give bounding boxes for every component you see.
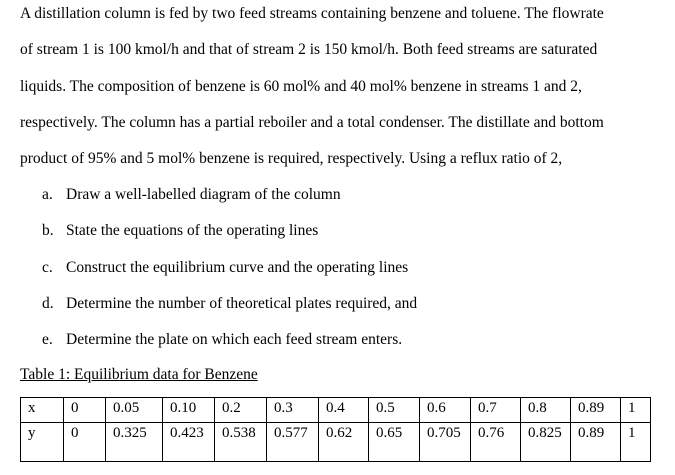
table-cell-y: 0.76 bbox=[471, 423, 521, 462]
table-cell-y: 0.62 bbox=[319, 423, 369, 462]
question-marker-b: b. bbox=[42, 222, 54, 239]
question-text-d: Determine the number of theoretical plates required, and bbox=[66, 295, 418, 312]
question-marker-e: e. bbox=[42, 331, 53, 348]
table-cell-x: 0.89 bbox=[571, 398, 621, 423]
table-cell-x: 0.10 bbox=[163, 398, 215, 423]
question-text-e: Determine the plate on which each feed stream enters. bbox=[66, 331, 403, 348]
table-cell-y: 0 bbox=[64, 423, 106, 462]
table-cell-y: 0.577 bbox=[267, 423, 319, 462]
problem-line-1: A distillation column is fed by two feed streams containing benzene and toluene. The flowrate bbox=[20, 5, 604, 22]
table-cell-y: 0.538 bbox=[215, 423, 267, 462]
table-cell-x: 0.05 bbox=[106, 398, 163, 423]
question-item-d bbox=[42, 295, 417, 313]
question-text-b: State the equations of the operating lines bbox=[66, 222, 319, 239]
question-text-a: Draw a well-labelled diagram of the column bbox=[66, 186, 341, 203]
table-cell-x: 0.8 bbox=[521, 398, 571, 423]
row-label-y: y bbox=[21, 423, 64, 462]
problem-line-5: product of 95% and 5 mol% benzene is required, respectively. Using a reflux ratio of 2, bbox=[20, 150, 563, 167]
table-cell-x: 0 bbox=[64, 398, 106, 423]
question-marker-c: c. bbox=[42, 259, 53, 276]
table-cell-y: 0.423 bbox=[163, 423, 215, 462]
equilibrium-table bbox=[20, 397, 651, 462]
problem-line-2: of stream 1 is 100 kmol/h and that of stream 2 is 150 kmol/h. Both feed streams are saturated bbox=[20, 41, 598, 58]
question-item-b bbox=[42, 222, 318, 240]
question-marker-d: d. bbox=[42, 295, 54, 312]
table-row-y bbox=[21, 423, 651, 462]
table-cell-y: 0.65 bbox=[369, 423, 420, 462]
row-label-x: x bbox=[21, 398, 64, 423]
question-marker-a: a. bbox=[42, 186, 53, 203]
table-cell-y: 0.705 bbox=[420, 423, 471, 462]
question-text-c: Construct the equilibrium curve and the operating lines bbox=[66, 259, 409, 276]
table-cell-y: 0.825 bbox=[521, 423, 571, 462]
table-cell-x: 0.5 bbox=[369, 398, 420, 423]
table-cell-y: 0.325 bbox=[106, 423, 163, 462]
problem-line-4: respectively. The column has a partial reboiler and a total condenser. The distillate and bottom bbox=[20, 114, 604, 131]
question-item-a bbox=[42, 186, 341, 204]
table-cell-x: 0.3 bbox=[267, 398, 319, 423]
table-cell-x: 0.6 bbox=[420, 398, 471, 423]
table-caption: Table 1: Equilibrium data for Benzene bbox=[20, 366, 258, 383]
table-cell-x: 0.2 bbox=[215, 398, 267, 423]
table-cell-x: 0.4 bbox=[319, 398, 369, 423]
question-item-c bbox=[42, 259, 408, 277]
table-cell-x: 1 bbox=[621, 398, 651, 423]
table-cell-x: 0.7 bbox=[471, 398, 521, 423]
table-cell-y: 0.89 bbox=[571, 423, 621, 462]
problem-line-3: liquids. The composition of benzene is 60 mol% and 40 mol% benzene in streams 1 and 2, bbox=[20, 78, 582, 95]
table-row-x bbox=[21, 398, 651, 423]
question-item-e bbox=[42, 331, 402, 349]
table-cell-y: 1 bbox=[621, 423, 651, 462]
